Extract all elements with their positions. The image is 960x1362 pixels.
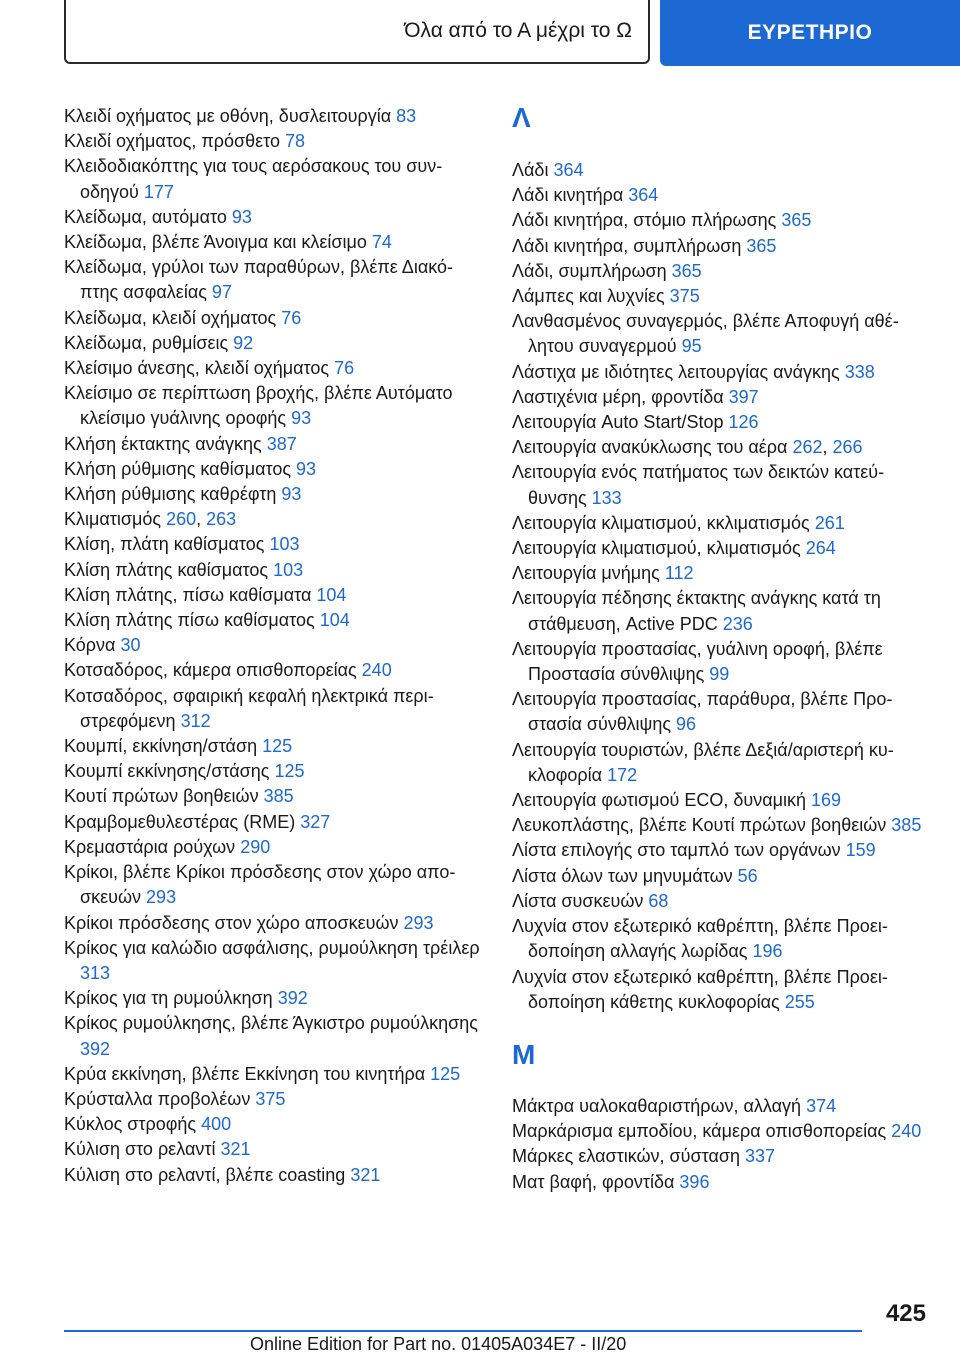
index-entry <box>64 104 484 129</box>
page-link[interactable]: 385 <box>891 815 922 836</box>
index-entry-text: Λειτουργία προστασίας, παράθυρα, βλέπε Προστασία σύνθλιψης <box>512 689 893 735</box>
page-link[interactable]: 112 <box>664 563 694 584</box>
page-link[interactable]: 260 <box>166 509 197 530</box>
index-entry-text: Κλειδοδιακόπτης για τους αερόσακους του συνοδηγού <box>64 156 443 202</box>
index-entry-text: Λάδι κινητήρα, στόμιο πλήρωσης <box>512 210 782 231</box>
index-entry-text: Λάστιχα με ιδιότητες λειτουργίας ανάγκης <box>512 361 845 382</box>
index-entry-text: Κρύα εκκίνηση, βλέπε Εκκίνηση του κινητήρα <box>64 1063 431 1084</box>
index-entry <box>64 230 484 255</box>
index-entry <box>512 208 932 233</box>
index-entry <box>512 864 932 889</box>
index-entry-text: Λειτουργία μνήμης <box>512 563 665 584</box>
page-separator: , <box>196 509 207 530</box>
tab-index[interactable] <box>660 0 960 66</box>
index-entry <box>64 356 484 381</box>
index-entry <box>64 1087 484 1112</box>
index-entry <box>64 1011 484 1061</box>
index-entry <box>64 154 484 204</box>
index-entry <box>64 205 484 230</box>
index-entry <box>512 738 932 788</box>
index-entry-text: Λειτουργία προστασίας, γυάλινη οροφή, βλέπε Προστασία σύνθλιψης <box>512 638 883 685</box>
index-column-right <box>512 104 932 1195</box>
index-entry-text: Κλείδωμα, κλειδί οχήματος <box>64 307 282 328</box>
index-entry <box>512 637 932 687</box>
page-link[interactable]: 68 <box>648 890 669 911</box>
page-link[interactable]: 263 <box>206 509 237 530</box>
index-entry-text: Ματ βαφή, φροντίδα <box>512 1171 680 1192</box>
page-link[interactable]: 375 <box>255 1088 286 1109</box>
section-lambda-entries <box>512 158 932 1015</box>
index-entry <box>64 860 484 910</box>
page-link[interactable]: 375 <box>669 286 700 307</box>
index-entry <box>512 788 932 813</box>
section-mu-entries <box>512 1094 932 1195</box>
page-link[interactable]: 321 <box>220 1139 251 1160</box>
index-entry-text: Λειτουργία τουριστών, βλέπε Δεξιά/αριστερή κυκλοφορία <box>512 739 894 785</box>
index-entry-text: Κλιματισμός <box>64 509 167 530</box>
page-link[interactable]: 76 <box>281 307 302 328</box>
index-entry-text: Λάδι, συμπλήρωση <box>512 260 672 281</box>
page-link[interactable]: 169 <box>810 790 842 811</box>
index-entry <box>64 608 484 633</box>
footer-divider <box>64 1330 862 1332</box>
page-link[interactable]: 126 <box>728 412 759 433</box>
index-entry-text: Λανθασμένος συναγερμός, βλέπε Αποφυγή αθέλητου συναγερμού <box>512 311 899 357</box>
page-link[interactable]: 364 <box>553 160 584 180</box>
page-link[interactable]: 293 <box>146 887 177 908</box>
index-entry <box>64 507 484 532</box>
page-link[interactable]: 30 <box>120 635 141 656</box>
index-entry <box>512 1119 932 1144</box>
index-entry <box>512 234 932 259</box>
index-entry <box>512 435 932 460</box>
index-entry-text: Κουμπί, εκκίνηση/στάση <box>64 736 263 757</box>
page-link[interactable]: 374 <box>806 1095 837 1116</box>
section-letter-mu: Μ <box>512 1038 536 1070</box>
index-entry-text: Κύλιση στο ρελαντί <box>64 1139 221 1160</box>
index-entry-text: Κρίκος για καλώδιο ασφάλισης, ρυμούλκηση τρέιλερ <box>64 937 480 958</box>
page-link[interactable]: 255 <box>784 991 815 1012</box>
index-entry <box>512 259 932 284</box>
index-entry-text: Μαρκάρισμα εμποδίου, κάμερα οπισθοπορείας <box>512 1121 892 1142</box>
index-entry-text: Λειτουργία πέδησης έκτακτης ανάγκης κατά τη στάθμευση, Active PDC <box>512 588 881 634</box>
index-entry <box>512 965 932 1015</box>
page-link[interactable]: 93 <box>281 484 302 505</box>
index-entry <box>512 1094 932 1119</box>
index-entry-text: Κραμβομεθυλεστέρας (RME) <box>64 811 301 832</box>
index-entry-text: Κλήση έκτακτης ανάγκης <box>64 433 267 454</box>
index-entry <box>512 536 932 561</box>
index-entry <box>64 633 484 658</box>
index-entry-text: Κρύσταλλα προβολέων <box>64 1088 256 1109</box>
index-entry <box>64 1112 484 1137</box>
index-entry <box>512 687 932 737</box>
page-link[interactable]: 125 <box>430 1063 461 1084</box>
index-entry <box>64 936 484 986</box>
page-link[interactable]: 83 <box>396 106 417 126</box>
index-entry <box>64 255 484 305</box>
index-entry-text: Λυχνία στον εξωτερικό καθρέπτη, βλέπε Προειδοποίηση αλλαγής λωρίδας <box>512 916 888 962</box>
index-entry <box>64 1137 484 1162</box>
index-entry <box>64 684 484 734</box>
index-entry <box>512 813 932 838</box>
page-link[interactable]: 76 <box>334 358 355 379</box>
page-link[interactable]: 125 <box>262 736 293 757</box>
page-link[interactable]: 240 <box>361 660 392 681</box>
index-entry <box>512 158 932 183</box>
page-link[interactable]: 327 <box>300 811 331 832</box>
index-entry-text: Λαστιχένια μέρη, φροντίδα <box>512 386 729 407</box>
page-link[interactable]: 103 <box>269 534 300 555</box>
page-link[interactable]: 236 <box>722 613 753 634</box>
index-entry <box>512 284 932 309</box>
index-entry-text: Μάρκες ελαστικών, σύσταση <box>512 1146 745 1167</box>
index-entry-text: Κύλιση στο ρελαντί, βλέπε coasting <box>64 1164 351 1185</box>
page-link[interactable]: 364 <box>628 185 659 206</box>
page-link[interactable]: 96 <box>676 714 697 735</box>
index-entry-text: Κρίκοι, βλέπε Κρίκοι πρόσδεσης στον χώρο αποσκευών <box>64 862 456 908</box>
index-entry <box>64 784 484 809</box>
page-link[interactable]: 104 <box>316 584 347 605</box>
page-link[interactable]: 159 <box>845 840 876 861</box>
index-entry-text: Λάδι <box>512 160 554 180</box>
page-link[interactable]: 125 <box>274 761 305 782</box>
page-link[interactable]: 78 <box>285 131 306 152</box>
page-link[interactable]: 392 <box>80 1038 111 1059</box>
footer-edition-text: Online Edition for Part no. 01405A034E7 - II/20 <box>250 1334 627 1354</box>
index-entry-text: Κόρνα <box>64 635 121 656</box>
index-entry <box>512 838 932 863</box>
tab-all-a-to-z[interactable] <box>64 0 650 64</box>
index-entry-text: Λειτουργία ενός πατήματος των δεικτών κατεύθυνσης <box>512 462 885 508</box>
page-link[interactable]: 261 <box>814 512 845 533</box>
index-entry <box>512 511 932 536</box>
index-entry <box>512 360 932 385</box>
page-link[interactable]: 262 <box>792 437 823 458</box>
index-entry <box>64 911 484 936</box>
page-link[interactable]: 313 <box>80 962 111 983</box>
index-entry-text: Λίστα συσκευών <box>512 890 649 911</box>
page-link[interactable]: 103 <box>273 559 304 580</box>
index-entry-text: Λυχνία στον εξωτερικό καθρέπτη, βλέπε Προειδοποίηση κάθετης κυκλοφορίας <box>512 966 888 1012</box>
page-link[interactable]: 172 <box>607 764 638 785</box>
index-entry <box>64 432 484 457</box>
index-entry <box>64 306 484 331</box>
page-link[interactable]: 266 <box>832 437 863 458</box>
index-entry-text: Κρίκοι πρόσδεσης στον χώρο αποσκευών <box>64 912 404 933</box>
index-entry <box>64 759 484 784</box>
page-link[interactable]: 177 <box>143 181 174 202</box>
index-entry-text: Λειτουργία κλιματισμού, κλιματισμός <box>512 538 806 559</box>
page-link[interactable]: 133 <box>591 487 622 508</box>
index-entry-text: Κλείδωμα, βλέπε Άνοιγμα και κλείσιμο <box>64 232 372 253</box>
index-entry-text: Κλήση ρύθμισης καθρέφτη <box>64 484 282 505</box>
index-entry-text: Κλείδωμα, γρύλοι των παραθύρων, βλέπε Διακόπτης ασφαλείας <box>64 257 454 303</box>
index-entry <box>512 561 932 586</box>
index-entry <box>512 914 932 964</box>
index-entry-text: Κλείδωμα, ρυθμίσεις <box>64 332 234 353</box>
index-entry-text: Λάδι κινητήρα, συμπλήρωση <box>512 235 747 256</box>
page-link[interactable]: 74 <box>371 232 392 253</box>
index-entry <box>64 986 484 1011</box>
index-column-left <box>64 104 484 1188</box>
index-entry-text: Λειτουργία φωτισμού ECO, δυναμική <box>512 790 811 811</box>
page-link[interactable]: 104 <box>319 610 350 631</box>
index-entry-text: Κλειδί οχήματος, πρόσθετο <box>64 131 286 152</box>
index-entry <box>512 410 932 435</box>
index-entry-text: Λάμπες και λυχνίες <box>512 286 670 307</box>
index-entry <box>64 558 484 583</box>
page-link[interactable]: 93 <box>291 408 312 429</box>
page-link[interactable]: 99 <box>709 664 730 685</box>
index-entry-text: Κλείδωμα, αυτόματο <box>64 206 232 227</box>
index-entry-text: Κλείσιμο άνεσης, κλειδί οχήματος <box>64 358 335 379</box>
page-link[interactable]: 97 <box>211 282 232 303</box>
index-entry-text: Κοτσαδόρος, κάμερα οπισθοπορείας <box>64 660 362 681</box>
page-link[interactable]: 196 <box>752 941 783 962</box>
index-entry-text: Κρεμαστάρια ρούχων <box>64 836 241 857</box>
page-link[interactable]: 400 <box>201 1114 232 1135</box>
index-entry-text: Κλειδί οχήματος με οθόνη, δυσλειτουργία <box>64 106 397 126</box>
index-entry <box>512 460 932 510</box>
page-link[interactable]: 385 <box>263 786 294 807</box>
index-entry-text: Κλίση πλάτης καθίσματος <box>64 559 274 580</box>
index-entry <box>64 331 484 356</box>
index-entry-text: Κρίκος για τη ρυμούλκηση <box>64 988 278 1009</box>
index-entry <box>512 309 932 359</box>
index-entry-text: Κλίση, πλάτη καθίσματος <box>64 534 270 555</box>
index-entry <box>512 889 932 914</box>
index-entry <box>64 810 484 835</box>
index-entry-text: Λίστα όλων των μηνυμάτων <box>512 865 738 886</box>
index-entry-text: Κλήση ρύθμισης καθίσματος <box>64 458 297 479</box>
index-entry-text: Λειτουργία Auto Start/Stop <box>512 412 729 433</box>
index-entry-text: Κουτί πρώτων βοηθειών <box>64 786 264 807</box>
page-link[interactable]: 290 <box>240 836 271 857</box>
index-entry-text: Λάδι κινητήρα <box>512 185 629 206</box>
page-link[interactable]: 95 <box>681 336 702 357</box>
page-link[interactable]: 264 <box>805 538 836 559</box>
index-entry <box>64 381 484 431</box>
index-entry <box>512 385 932 410</box>
page-link[interactable]: 365 <box>781 210 812 231</box>
page-number: 425 <box>885 1300 926 1327</box>
index-entry <box>64 658 484 683</box>
index-entry <box>64 532 484 557</box>
index-entry <box>64 1062 484 1087</box>
index-entry-text: Κλίση πλάτης πίσω καθίσματος <box>64 610 320 631</box>
index-entry <box>64 457 484 482</box>
index-entry-text: Λευκοπλάστης, βλέπε Κουτί πρώτων βοηθειών <box>512 815 892 836</box>
index-entry <box>64 129 484 154</box>
index-entry-text: Κύκλος στροφής <box>64 1114 202 1135</box>
section-letter-lambda: Λ <box>512 102 531 133</box>
index-entry-text: Κλείσιμο σε περίπτωση βροχής, βλέπε Αυτόματο κλείσιμο γυάλινης οροφής <box>64 383 453 429</box>
tab-all-a-to-z-label: Όλα από το Α μέχρι το Ω <box>404 19 632 42</box>
index-entry-text: Κλίση πλάτης, πίσω καθίσματα <box>64 584 317 605</box>
index-entry-text: Μάκτρα υαλοκαθαριστήρων, αλλαγή <box>512 1095 807 1116</box>
index-entry <box>512 1144 932 1169</box>
page-link[interactable]: 392 <box>277 988 308 1009</box>
index-entry-text: Λειτουργία κλιματισμού, κκλιματισμός <box>512 512 815 533</box>
page-link[interactable]: 338 <box>844 361 875 382</box>
page-link[interactable]: 396 <box>679 1171 710 1192</box>
tab-index-label: ΕΥΡΕΤΗΡΙΟ <box>747 21 873 44</box>
page-link[interactable]: 337 <box>745 1146 776 1167</box>
index-entry <box>64 1163 484 1188</box>
page-link[interactable]: 387 <box>266 433 297 454</box>
page-link[interactable]: 293 <box>403 912 434 933</box>
page-link[interactable]: 240 <box>891 1121 922 1142</box>
index-entry <box>64 734 484 759</box>
page-separator: , <box>822 437 833 458</box>
page-link[interactable]: 321 <box>350 1164 381 1185</box>
index-entry <box>64 583 484 608</box>
index-entry <box>64 835 484 860</box>
page-link[interactable]: 365 <box>671 260 702 281</box>
index-entry-text: Λίστα επιλογής στο ταμπλό των οργάνων <box>512 840 846 861</box>
index-entry-text: Κρίκος ρυμούλκησης, βλέπε Άγκιστρο ρυμούλκησης <box>64 1013 478 1034</box>
index-entry-text: Λειτουργία ανακύκλωσης του αέρα <box>512 437 793 458</box>
page-link[interactable]: 397 <box>728 386 759 407</box>
page-link[interactable]: 365 <box>746 235 777 256</box>
index-entry <box>512 1170 932 1195</box>
index-entry <box>64 482 484 507</box>
page-link[interactable]: 93 <box>296 458 317 479</box>
page-link[interactable]: 56 <box>737 865 758 886</box>
page-link[interactable]: 93 <box>231 206 252 227</box>
index-entry-text: Κουμπί εκκίνησης/στάσης <box>64 761 275 782</box>
index-entry-text: Κοτσαδόρος, σφαιρική κεφαλή ηλεκτρικά περιστρεφόμενη <box>64 685 434 731</box>
index-entry <box>512 586 932 636</box>
index-entry <box>512 183 932 208</box>
page-link[interactable]: 92 <box>233 332 254 353</box>
page-link[interactable]: 312 <box>180 710 211 731</box>
